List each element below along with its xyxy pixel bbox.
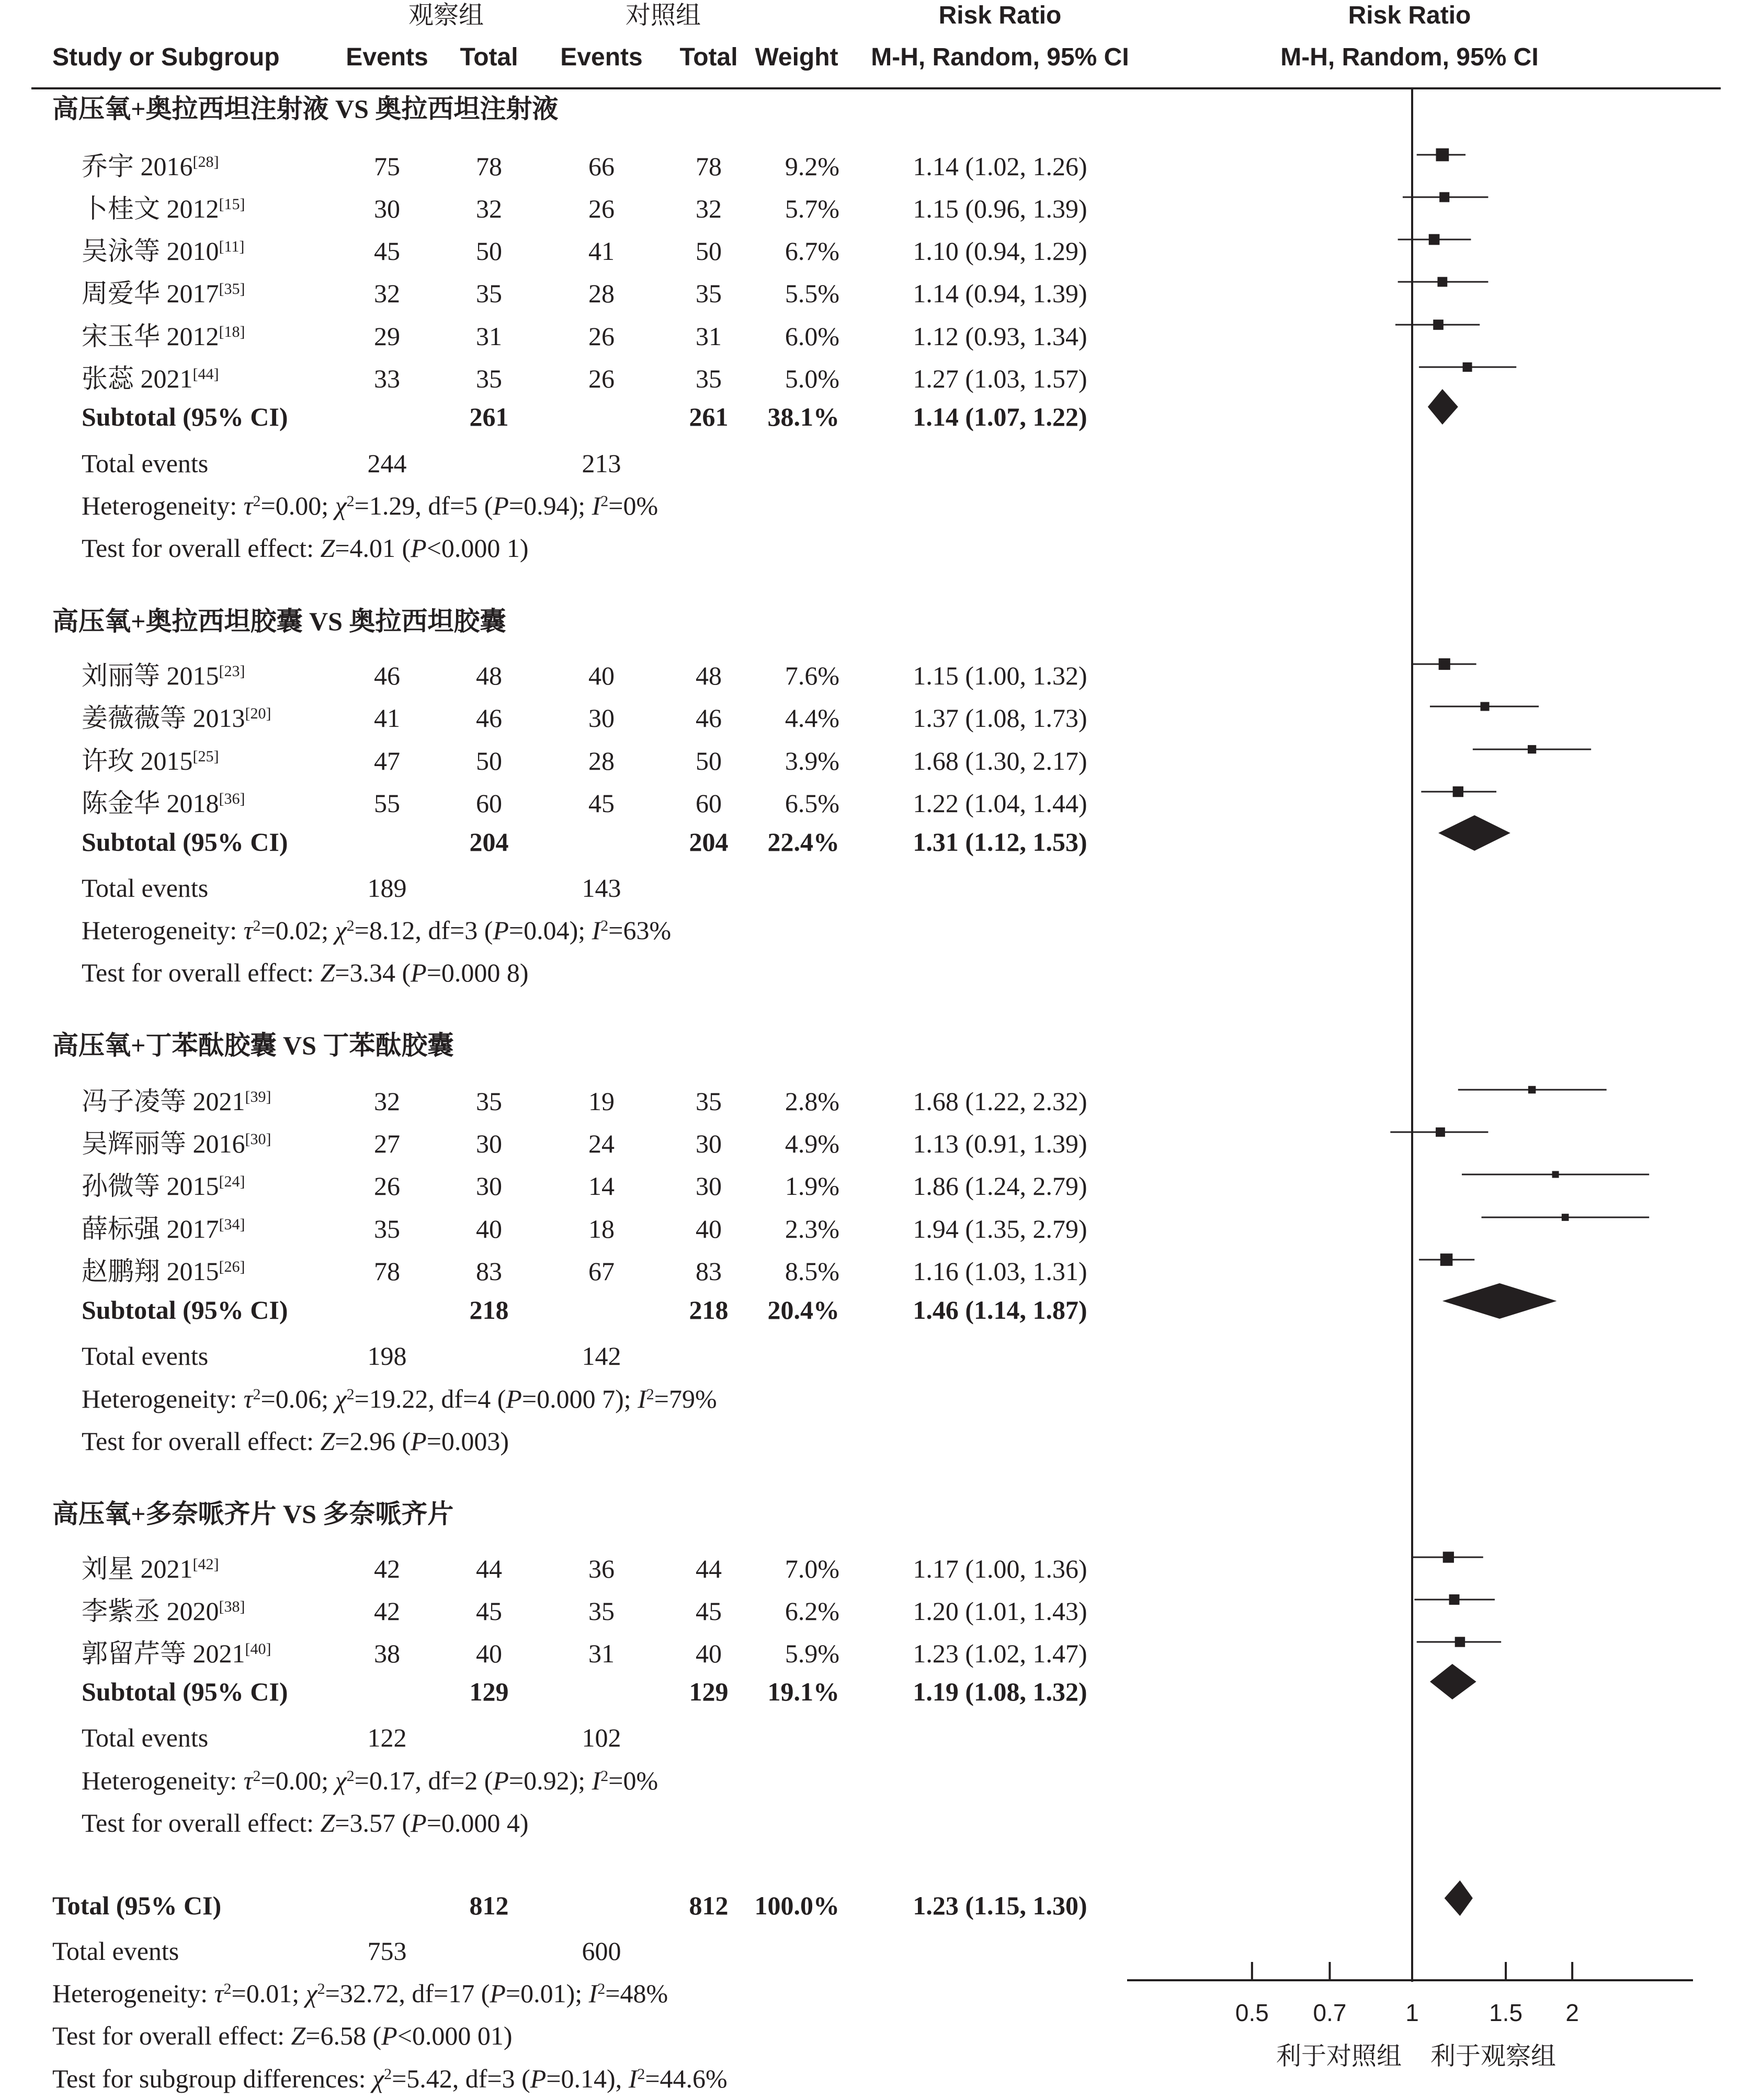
total-total-ctl: 812 [689,1891,729,1920]
study-ci: 1.68 (1.22, 2.32) [913,1087,1087,1116]
study-weight: 7.0% [785,1554,839,1583]
study-events-exp: 45 [374,236,400,266]
study-events-exp: 46 [374,661,400,690]
study-events-ctl: 18 [588,1214,615,1243]
study-name: 陈金华 2018[36] [82,789,245,818]
subgroup-title: 高压氧+多奈哌齐片 VS 多奈哌齐片 [52,1499,454,1528]
study-total-ctl: 35 [696,364,722,393]
total-weight: 100.0% [754,1891,839,1920]
study-total-exp: 35 [476,1087,502,1116]
study-name: 姜薇薇等 2013[20] [82,703,271,733]
total-events-exp: 122 [367,1723,407,1752]
study-total-ctl: 46 [696,703,722,733]
study-ci: 1.23 (1.02, 1.47) [913,1639,1087,1668]
header-method-plot: M-H, Random, 95% CI [1280,43,1539,71]
study-weight: 1.9% [785,1171,839,1201]
subtotal-ci: 1.19 (1.08, 1.32) [913,1677,1087,1706]
total-events-ctl: 102 [582,1723,621,1752]
study-point [1552,1171,1559,1178]
study-events-ctl: 67 [588,1257,615,1286]
study-point [1449,1594,1460,1605]
study-ci: 1.27 (1.03, 1.57) [913,364,1087,393]
study-ci: 1.10 (0.94, 1.29) [913,236,1087,266]
study-events-exp: 32 [374,279,400,308]
subgroup-title: 高压氧+奥拉西坦注射液 VS 奥拉西坦注射液 [52,94,559,123]
study-ci: 1.20 (1.01, 1.43) [913,1596,1087,1626]
study-weight: 7.6% [785,661,839,690]
subtotal-label: Subtotal (95% CI) [82,402,288,431]
subgroup-title: 高压氧+丁苯酞胶囊 VS 丁苯酞胶囊 [52,1031,454,1060]
favours-right-label: 利于观察组 [1430,2042,1556,2070]
study-point [1439,192,1449,202]
subtotal-total-exp: 129 [469,1677,509,1706]
study-ci: 1.68 (1.30, 2.17) [913,746,1087,775]
study-point [1429,234,1440,245]
study-total-exp: 40 [476,1639,502,1668]
study-total-ctl: 60 [696,789,722,818]
subtotal-weight: 22.4% [767,827,839,857]
study-point [1443,1551,1454,1562]
overall-effect: Test for overall effect: Z=3.34 (P=0.000 8) [82,958,529,987]
study-events-ctl: 28 [588,279,615,308]
study-total-exp: 30 [476,1171,502,1201]
study-point [1453,786,1463,797]
study-total-exp: 50 [476,236,502,266]
header-weight: Weight [755,43,838,71]
study-weight: 2.8% [785,1087,839,1116]
study-ci: 1.17 (1.00, 1.36) [913,1554,1087,1583]
total-events-label: Total events [82,1723,209,1752]
study-total-exp: 50 [476,746,502,775]
study-total-ctl: 30 [696,1171,722,1201]
study-total-ctl: 83 [696,1257,722,1286]
study-events-ctl: 35 [588,1596,615,1626]
total-label: Total (95% CI) [52,1891,222,1920]
study-point [1481,702,1490,711]
subgroup-title: 高压氧+奥拉西坦胶囊 VS 奥拉西坦胶囊 [52,607,506,636]
study-events-exp: 35 [374,1214,400,1243]
study-point [1562,1214,1569,1221]
study-events-exp: 42 [374,1596,400,1626]
study-weight: 4.9% [785,1129,839,1158]
subtotal-total-ctl: 261 [689,402,729,431]
study-events-ctl: 26 [588,364,615,393]
study-total-ctl: 35 [696,279,722,308]
study-weight: 5.5% [785,279,839,308]
study-name: 刘丽等 2015[23] [82,661,245,690]
overall-effect: Test for overall effect: Z=4.01 (P<0.000 1) [82,533,529,563]
study-events-exp: 55 [374,789,400,818]
study-events-exp: 42 [374,1554,400,1583]
heterogeneity: Heterogeneity: $\tau^2=0.00$; $\chi^2=0.17$, df=2 (P=0.92); $I^2=0\%$ [82,1766,658,1795]
study-point [1436,1127,1445,1137]
study-weight: 4.4% [785,703,839,733]
study-events-ctl: 14 [588,1171,615,1201]
study-name: 张蕊 2021[44] [82,364,219,393]
heterogeneity: Heterogeneity: $\tau^2=0.02$; $\chi^2=8.12$, df=3 (P=0.04); $I^2=63\%$ [82,916,672,945]
study-events-exp: 32 [374,1087,400,1116]
header-method: M-H, Random, 95% CI [871,43,1129,71]
study-ci: 1.15 (1.00, 1.32) [913,661,1087,690]
study-point [1440,1253,1453,1266]
study-name: 郭留芹等 2021[40] [82,1639,271,1668]
total-events-label: Total events [82,449,209,478]
study-ci: 1.13 (0.91, 1.39) [913,1129,1087,1158]
x-tick-label: 0.5 [1235,1999,1269,2026]
study-total-exp: 44 [476,1554,502,1583]
study-events-ctl: 26 [588,322,615,351]
total-events-label: Total events [82,1341,209,1371]
study-events-ctl: 31 [588,1639,615,1668]
study-events-ctl: 28 [588,746,615,775]
study-total-ctl: 50 [696,236,722,266]
header-total-ctl: Total [679,43,738,71]
header-study: Study or Subgroup [52,43,280,71]
total-ci: 1.23 (1.15, 1.30) [913,1891,1087,1920]
study-total-exp: 35 [476,279,502,308]
study-events-ctl: 36 [588,1554,615,1583]
total-events-ctl: 143 [582,873,621,903]
study-events-ctl: 41 [588,236,615,266]
study-events-ctl: 19 [588,1087,615,1116]
study-ci: 1.12 (0.93, 1.34) [913,322,1087,351]
study-total-exp: 83 [476,1257,502,1286]
study-total-ctl: 48 [696,661,722,690]
study-total-ctl: 35 [696,1087,722,1116]
study-ci: 1.14 (1.02, 1.26) [913,152,1087,181]
study-weight: 6.7% [785,236,839,266]
header-events-exp: Events [346,43,428,71]
overall-effect: Test for overall effect: Z=3.57 (P=0.000 4) [82,1808,529,1838]
study-name: 赵鹏翔 2015[26] [82,1257,245,1286]
study-weight: 2.3% [785,1214,839,1243]
subtotal-total-ctl: 129 [689,1677,729,1706]
study-ci: 1.37 (1.08, 1.73) [913,703,1087,733]
study-weight: 5.9% [785,1639,839,1668]
total-total-exp: 812 [469,1891,509,1920]
study-weight: 9.2% [785,152,839,181]
total-events-label: Total events [82,873,209,903]
study-name: 乔宇 2016[28] [82,152,219,181]
study-total-exp: 46 [476,703,502,733]
study-events-exp: 30 [374,194,400,223]
study-total-exp: 78 [476,152,502,181]
study-total-exp: 32 [476,194,502,223]
study-events-ctl: 24 [588,1129,615,1158]
header-risk-ratio-plot: Risk Ratio [1348,2,1471,29]
total-events-ctl: 213 [582,449,621,478]
study-ci: 1.86 (1.24, 2.79) [913,1171,1087,1201]
total-events-label: Total events [52,1936,179,1966]
study-total-ctl: 50 [696,746,722,775]
study-events-ctl: 66 [588,152,615,181]
study-point [1463,362,1472,372]
x-tick-label: 1 [1405,1999,1419,2026]
favours-left-label: 利于对照组 [1276,2042,1402,2070]
total-events-exp: 198 [367,1341,407,1371]
subtotal-diamond [1428,389,1458,425]
subtotal-label: Subtotal (95% CI) [82,1295,288,1325]
header-group-exp: 观察组 [408,2,484,29]
study-weight: 5.0% [785,364,839,393]
study-name: 吴辉丽等 2016[30] [82,1129,271,1158]
subtotal-weight: 19.1% [767,1677,839,1706]
study-events-exp: 41 [374,703,400,733]
study-events-ctl: 40 [588,661,615,690]
study-total-ctl: 40 [696,1639,722,1668]
subtotal-ci: 1.14 (1.07, 1.22) [913,402,1087,431]
total-events-exp: 244 [367,449,407,478]
study-point [1528,1086,1536,1093]
header-group-ctl: 对照组 [625,2,701,29]
subtotal-total-ctl: 204 [689,827,729,857]
study-total-ctl: 44 [696,1554,722,1583]
study-weight: 6.2% [785,1596,839,1626]
x-tick-label: 2 [1565,1999,1579,2026]
study-events-exp: 29 [374,322,400,351]
total-heterogeneity: Heterogeneity: $\tau^2=0.01$; $\chi^2=32.72$, df=17 (P=0.01); $I^2=48\%$ [52,1979,668,2008]
study-weight: 3.9% [785,746,839,775]
subtotal-total-ctl: 218 [689,1295,729,1325]
study-name: 孙微等 2015[24] [82,1171,245,1201]
study-total-exp: 35 [476,364,502,393]
subtotal-ci: 1.46 (1.14, 1.87) [913,1295,1087,1325]
study-events-exp: 33 [374,364,400,393]
overall-diamond [1445,1880,1473,1916]
total-overall-effect: Test for overall effect: Z=6.58 (P<0.000 01) [52,2021,513,2050]
study-name: 周爱华 2017[35] [82,279,245,308]
study-events-ctl: 45 [588,789,615,818]
study-point [1439,658,1450,670]
study-point [1436,149,1449,162]
study-name: 刘星 2021[42] [82,1554,219,1583]
study-ci: 1.22 (1.04, 1.44) [913,789,1087,818]
study-events-exp: 26 [374,1171,400,1201]
x-tick-label: 1.5 [1489,1999,1523,2026]
subtotal-total-exp: 218 [469,1295,509,1325]
study-total-ctl: 32 [696,194,722,223]
subtotal-total-exp: 261 [469,402,509,431]
study-events-ctl: 30 [588,703,615,733]
study-events-exp: 27 [374,1129,400,1158]
study-total-exp: 48 [476,661,502,690]
study-name: 卜桂文 2012[15] [82,194,245,223]
study-total-ctl: 78 [696,152,722,181]
study-name: 薛标强 2017[34] [82,1214,245,1243]
study-total-exp: 40 [476,1214,502,1243]
study-ci: 1.94 (1.35, 2.79) [913,1214,1087,1243]
header-total-exp: Total [460,43,518,71]
subtotal-label: Subtotal (95% CI) [82,1677,288,1706]
study-events-exp: 78 [374,1257,400,1286]
heterogeneity: Heterogeneity: $\tau^2=0.00$; $\chi^2=1.29$, df=5 (P=0.94); $I^2=0\%$ [82,491,658,520]
study-events-ctl: 26 [588,194,615,223]
study-total-ctl: 45 [696,1596,722,1626]
subtotal-ci: 1.31 (1.12, 1.53) [913,827,1087,857]
study-name: 吴泳等 2010[11] [82,236,245,266]
study-name: 宋玉华 2012[18] [82,322,245,351]
study-weight: 6.0% [785,322,839,351]
study-total-exp: 45 [476,1596,502,1626]
study-total-exp: 60 [476,789,502,818]
study-ci: 1.15 (0.96, 1.39) [913,194,1087,223]
total-events-ctl: 142 [582,1341,621,1371]
study-events-exp: 47 [374,746,400,775]
header-risk-ratio: Risk Ratio [938,2,1062,29]
study-name: 许玫 2015[25] [82,746,219,775]
study-weight: 6.5% [785,789,839,818]
study-weight: 5.7% [785,194,839,223]
study-total-exp: 31 [476,322,502,351]
subtotal-diamond [1438,815,1510,851]
total-events-exp: 753 [367,1936,407,1966]
subtotal-weight: 38.1% [767,402,839,431]
heterogeneity: Heterogeneity: $\tau^2=0.06$; $\chi^2=19.22$, df=4 (P=0.000 7); $I^2=79\%$ [82,1384,717,1413]
study-point [1455,1637,1465,1647]
overall-effect: Test for overall effect: Z=2.96 (P=0.003) [82,1426,509,1456]
subgroup-differences: Test for subgroup differences: $\chi^2=5.42$, df=3 (P=0.14), $I^2=44.6\%$ [52,2064,728,2093]
subtotal-label: Subtotal (95% CI) [82,827,288,857]
study-events-exp: 38 [374,1639,400,1668]
study-total-ctl: 30 [696,1129,722,1158]
study-events-exp: 75 [374,152,400,181]
x-tick-label: 0.7 [1313,1999,1347,2026]
study-ci: 1.14 (0.94, 1.39) [913,279,1087,308]
study-total-ctl: 40 [696,1214,722,1243]
total-events-exp: 189 [367,873,407,903]
study-total-ctl: 31 [696,322,722,351]
study-total-exp: 30 [476,1129,502,1158]
study-weight: 8.5% [785,1257,839,1286]
total-events-ctl: 600 [582,1936,621,1966]
study-point [1437,277,1447,287]
subtotal-diamond [1442,1283,1557,1319]
study-ci: 1.16 (1.03, 1.31) [913,1257,1087,1286]
header-events-ctl: Events [560,43,643,71]
study-name: 李紫丞 2020[38] [82,1596,245,1626]
study-point [1528,745,1536,754]
subtotal-weight: 20.4% [767,1295,839,1325]
subtotal-total-exp: 204 [469,827,509,857]
study-point [1433,319,1444,330]
study-name: 冯子凌等 2021[39] [82,1087,271,1116]
subtotal-diamond [1430,1664,1476,1699]
